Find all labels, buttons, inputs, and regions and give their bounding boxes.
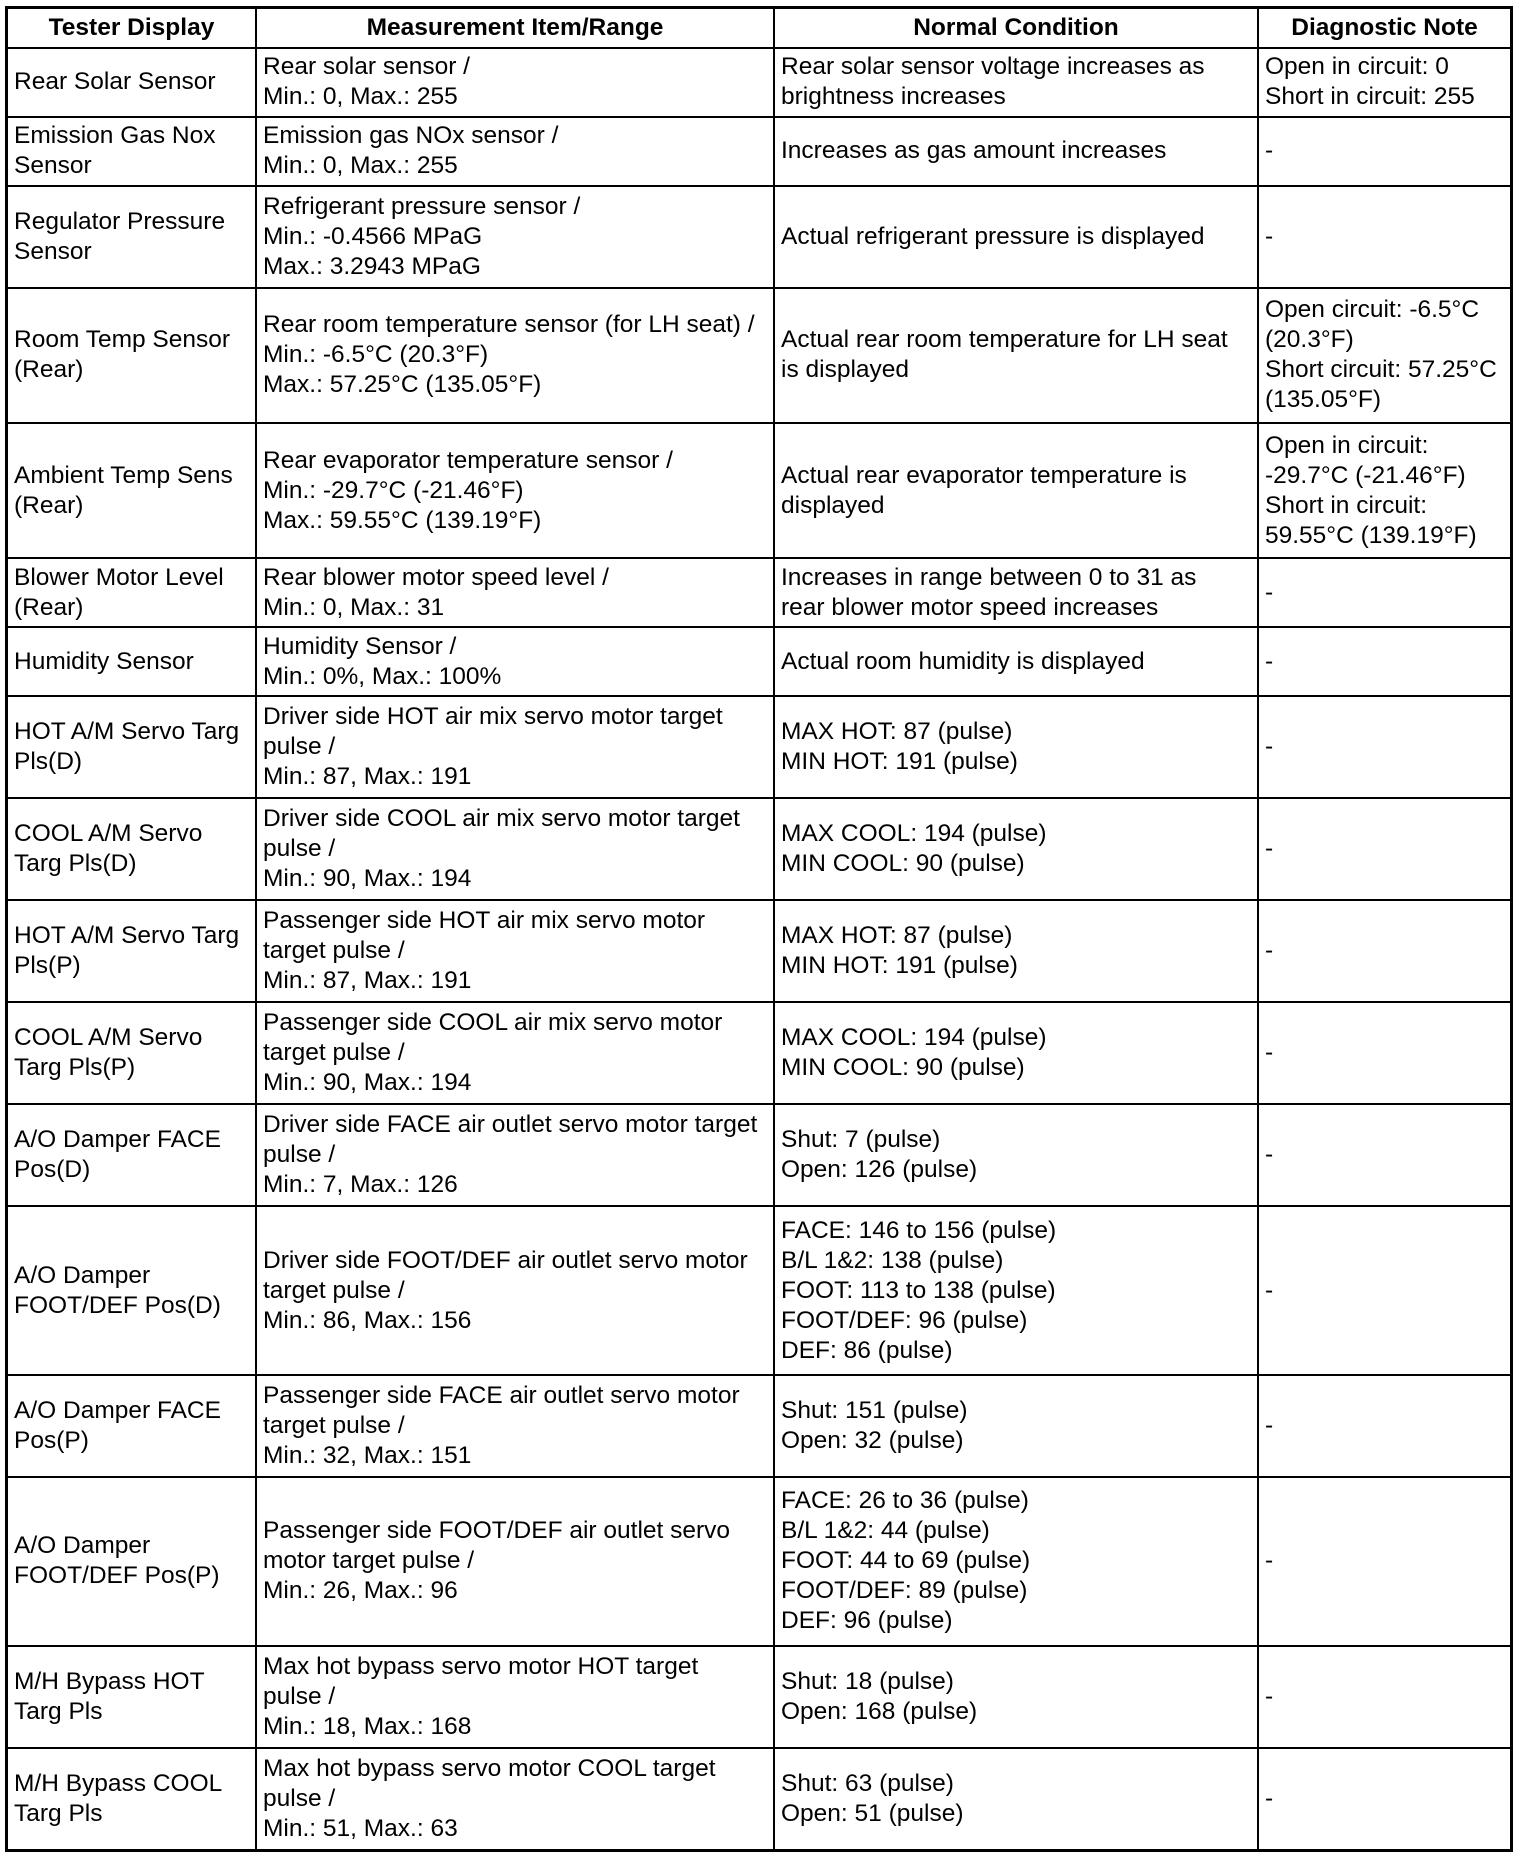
tester-data-table-container (5, 6, 1513, 1852)
table-row (8, 627, 1510, 696)
cell-measurement-item-range: Driver side FACE air outlet servo motor target pulse / Min.: 7, Max.: 126 (256, 1104, 774, 1206)
table-row (8, 900, 1510, 1002)
cell-normal-condition: FACE: 146 to 156 (pulse) B/L 1&2: 138 (pulse) FOOT: 113 to 138 (pulse) FOOT/DEF: 96 (pulse) DEF: 86 (pulse) (774, 1206, 1258, 1375)
table-row (8, 1477, 1510, 1646)
cell-diagnostic-note: - (1258, 1748, 1510, 1849)
cell-measurement-item-range: Driver side COOL air mix servo motor target pulse / Min.: 90, Max.: 194 (256, 798, 774, 900)
cell-tester-display: Room Temp Sensor (Rear) (8, 288, 256, 423)
cell-tester-display: A/O Damper FOOT/DEF Pos(D) (8, 1206, 256, 1375)
cell-measurement-item-range: Driver side HOT air mix servo motor target pulse / Min.: 87, Max.: 191 (256, 696, 774, 798)
cell-diagnostic-note: - (1258, 117, 1510, 186)
header-normal-condition: Normal Condition (774, 9, 1258, 48)
table-row (8, 1002, 1510, 1104)
cell-measurement-item-range: Passenger side COOL air mix servo motor target pulse / Min.: 90, Max.: 194 (256, 1002, 774, 1104)
table-row (8, 1375, 1510, 1477)
cell-normal-condition: Increases as gas amount increases (774, 117, 1258, 186)
cell-diagnostic-note: - (1258, 186, 1510, 288)
cell-normal-condition: Increases in range between 0 to 31 as rear blower motor speed increases (774, 558, 1258, 627)
cell-normal-condition: Rear solar sensor voltage increases as brightness increases (774, 48, 1258, 117)
table-row (8, 48, 1510, 117)
cell-tester-display: A/O Damper FACE Pos(D) (8, 1104, 256, 1206)
table-row (8, 186, 1510, 288)
cell-measurement-item-range: Passenger side FOOT/DEF air outlet servo motor target pulse / Min.: 26, Max.: 96 (256, 1477, 774, 1646)
cell-diagnostic-note: - (1258, 1002, 1510, 1104)
cell-normal-condition: Actual rear room temperature for LH seat is displayed (774, 288, 1258, 423)
table-row (8, 117, 1510, 186)
cell-diagnostic-note: Open in circuit: 0 Short in circuit: 255 (1258, 48, 1510, 117)
cell-tester-display: Emission Gas Nox Sensor (8, 117, 256, 186)
cell-measurement-item-range: Max hot bypass servo motor HOT target pulse / Min.: 18, Max.: 168 (256, 1646, 774, 1748)
cell-normal-condition: MAX HOT: 87 (pulse) MIN HOT: 191 (pulse) (774, 900, 1258, 1002)
table-row (8, 558, 1510, 627)
cell-measurement-item-range: Humidity Sensor / Min.: 0%, Max.: 100% (256, 627, 774, 696)
cell-diagnostic-note: Open in circuit: -29.7°C (-21.46°F) Short in circuit: 59.55°C (139.19°F) (1258, 423, 1510, 558)
cell-measurement-item-range: Rear blower motor speed level / Min.: 0, Max.: 31 (256, 558, 774, 627)
cell-normal-condition: FACE: 26 to 36 (pulse) B/L 1&2: 44 (pulse) FOOT: 44 to 69 (pulse) FOOT/DEF: 89 (pulse) DEF: 96 (pulse) (774, 1477, 1258, 1646)
cell-tester-display: Blower Motor Level (Rear) (8, 558, 256, 627)
cell-tester-display: HOT A/M Servo Targ Pls(P) (8, 900, 256, 1002)
cell-tester-display: A/O Damper FOOT/DEF Pos(P) (8, 1477, 256, 1646)
cell-measurement-item-range: Rear room temperature sensor (for LH seat) / Min.: -6.5°C (20.3°F) Max.: 57.25°C (135.05°F) (256, 288, 774, 423)
cell-diagnostic-note: - (1258, 1206, 1510, 1375)
header-tester-display: Tester Display (8, 9, 256, 48)
cell-diagnostic-note: - (1258, 558, 1510, 627)
table-header-row (8, 9, 1510, 48)
cell-measurement-item-range: Refrigerant pressure sensor / Min.: -0.4566 MPaG Max.: 3.2943 MPaG (256, 186, 774, 288)
cell-tester-display: Ambient Temp Sens (Rear) (8, 423, 256, 558)
table-row (8, 1104, 1510, 1206)
header-measurement-item-range: Measurement Item/Range (256, 9, 774, 48)
cell-normal-condition: Actual rear evaporator temperature is displayed (774, 423, 1258, 558)
table-row (8, 696, 1510, 798)
header-diagnostic-note: Diagnostic Note (1258, 9, 1510, 48)
cell-normal-condition: Shut: 63 (pulse) Open: 51 (pulse) (774, 1748, 1258, 1849)
cell-normal-condition: MAX HOT: 87 (pulse) MIN HOT: 191 (pulse) (774, 696, 1258, 798)
cell-normal-condition: MAX COOL: 194 (pulse) MIN COOL: 90 (pulse) (774, 798, 1258, 900)
cell-measurement-item-range: Rear solar sensor / Min.: 0, Max.: 255 (256, 48, 774, 117)
cell-measurement-item-range: Max hot bypass servo motor COOL target pulse / Min.: 51, Max.: 63 (256, 1748, 774, 1849)
cell-measurement-item-range: Rear evaporator temperature sensor / Min.: -29.7°C (-21.46°F) Max.: 59.55°C (139.19°F) (256, 423, 774, 558)
cell-diagnostic-note: - (1258, 900, 1510, 1002)
tester-data-table (8, 9, 1510, 1849)
cell-measurement-item-range: Driver side FOOT/DEF air outlet servo motor target pulse / Min.: 86, Max.: 156 (256, 1206, 774, 1375)
cell-normal-condition: Shut: 18 (pulse) Open: 168 (pulse) (774, 1646, 1258, 1748)
cell-tester-display: M/H Bypass HOT Targ Pls (8, 1646, 256, 1748)
cell-normal-condition: MAX COOL: 194 (pulse) MIN COOL: 90 (pulse) (774, 1002, 1258, 1104)
cell-normal-condition: Shut: 151 (pulse) Open: 32 (pulse) (774, 1375, 1258, 1477)
cell-tester-display: Humidity Sensor (8, 627, 256, 696)
table-row (8, 288, 1510, 423)
cell-diagnostic-note: - (1258, 627, 1510, 696)
cell-normal-condition: Shut: 7 (pulse) Open: 126 (pulse) (774, 1104, 1258, 1206)
cell-measurement-item-range: Passenger side FACE air outlet servo motor target pulse / Min.: 32, Max.: 151 (256, 1375, 774, 1477)
cell-diagnostic-note: - (1258, 798, 1510, 900)
table-row (8, 423, 1510, 558)
cell-diagnostic-note: - (1258, 1477, 1510, 1646)
table-row (8, 1748, 1510, 1849)
cell-diagnostic-note: - (1258, 696, 1510, 798)
cell-measurement-item-range: Passenger side HOT air mix servo motor target pulse / Min.: 87, Max.: 191 (256, 900, 774, 1002)
cell-tester-display: HOT A/M Servo Targ Pls(D) (8, 696, 256, 798)
cell-normal-condition: Actual refrigerant pressure is displayed (774, 186, 1258, 288)
cell-diagnostic-note: - (1258, 1646, 1510, 1748)
cell-tester-display: Regulator Pressure Sensor (8, 186, 256, 288)
cell-tester-display: COOL A/M Servo Targ Pls(D) (8, 798, 256, 900)
cell-tester-display: COOL A/M Servo Targ Pls(P) (8, 1002, 256, 1104)
cell-diagnostic-note: - (1258, 1375, 1510, 1477)
table-row (8, 798, 1510, 900)
cell-diagnostic-note: - (1258, 1104, 1510, 1206)
cell-diagnostic-note: Open circuit: -6.5°C (20.3°F) Short circuit: 57.25°C (135.05°F) (1258, 288, 1510, 423)
table-row (8, 1646, 1510, 1748)
cell-normal-condition: Actual room humidity is displayed (774, 627, 1258, 696)
table-row (8, 1206, 1510, 1375)
cell-tester-display: Rear Solar Sensor (8, 48, 256, 117)
cell-measurement-item-range: Emission gas NOx sensor / Min.: 0, Max.: 255 (256, 117, 774, 186)
cell-tester-display: M/H Bypass COOL Targ Pls (8, 1748, 256, 1849)
cell-tester-display: A/O Damper FACE Pos(P) (8, 1375, 256, 1477)
